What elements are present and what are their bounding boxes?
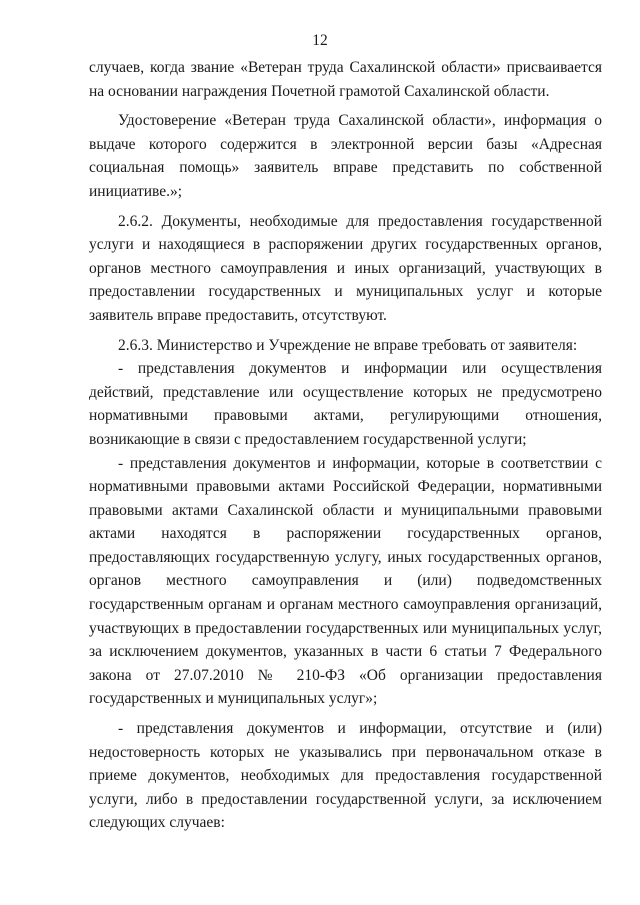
paragraph-2-6-2: 2.6.2. Документы, необходимые для предоставления государственной услуги и находящиеся в распоряжении других государственных органов, органов местного самоуправления и иных организаций, участвующих в предоставлении государственных и муниципальных услуг и которые заявитель вправе предоставить, отсутствуют. bbox=[89, 212, 602, 324]
page-number: 12 bbox=[312, 32, 328, 49]
paragraph-veteran-certificate: Удостоверение «Ветеран труда Сахалинской области», информация о выдаче которого содержится в электронной версии базы «Адресная социальная помощь» заявитель вправе представить по собственной инициативе.»; bbox=[89, 112, 602, 200]
list-item-documents-in-possession: - представления документов и информации, которые в соответствии с нормативными правовыми актами Российской Федерации, нормативными правовыми актами Сахалинской области и муниципальными правовыми актами находятся в распоряжении государственных органов, предоставляющих государственную услугу, иных государственных органов, органов местного самоуправления и (или) подведомственных государственным органам и органам местного самоуправления организаций, участвующих в предоставлении государственных или муниципальных услуг, за исключением документов, указанных в части 6 статьи 7 Федерального закона от 27.07.2010 № 210-ФЗ «Об организации предоставления государственных и муниципальных услуг»; bbox=[89, 454, 602, 708]
paragraph-2-6-3: 2.6.3. Министерство и Учреждение не вправе требовать от заявителя: bbox=[118, 336, 578, 354]
list-item-documents-not-indicated: - представления документов и информации, отсутствие и (или) недостоверность которых не указывались при первоначальном отказе в приеме документов, необходимых для предоставления государственной услуги, либо в предоставлении государственной услуги, за исключением следующих случаев: bbox=[89, 720, 602, 832]
paragraph-continuation: случаев, когда звание «Ветеран труда Сахалинской области» присваивается на основании награждения Почетной грамотой Сахалинской области. bbox=[89, 59, 602, 100]
document-body bbox=[89, 56, 602, 835]
list-item-documents-not-required: - представления документов и информации или осуществления действий, представление или осуществление которых не предусмотрено нормативными правовыми актами, регулирующими отношения, возникающие в связи с предоставлением государственной услуги; bbox=[89, 360, 602, 448]
